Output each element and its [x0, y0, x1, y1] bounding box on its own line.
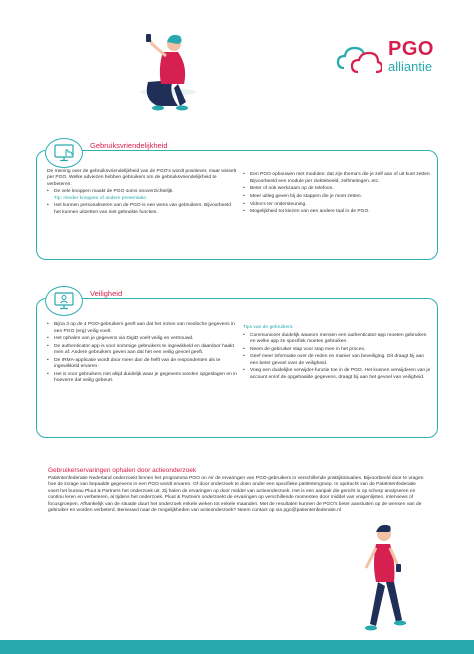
usability-intro: De mening over de gebruiksvriendelijkheid van de PGO's wordt positiever, maar wisselt per PGO. Welke adviezen hebben gebruikers om de gebruiksvriendelijkheid te verbeteren:: [47, 169, 237, 187]
usability-title: Gebruiksvriendelijkheid: [87, 141, 171, 150]
list-item: [47, 189, 237, 202]
safety-tips-list: [243, 333, 433, 381]
list-item: • Voeg een duidelijke verwijder-functie toe in de PGO. Het kunnen verwijderen van je account en/of de opgehaalde gegevens, draagt bij aan het gevoel van veiligheid.: [243, 368, 433, 381]
safety-tips-heading: Tips van de gebruikers:: [243, 325, 294, 330]
safety-left-column: [47, 321, 242, 385]
list-item: • Meer uitleg geven bij de stappen die je moet zetten.: [243, 194, 433, 200]
safety-left-list: [47, 322, 242, 384]
safety-right-column: [243, 325, 433, 381]
cloud-logo-icon: [336, 40, 382, 80]
usability-left-list: [47, 189, 237, 216]
list-item: • Neem de gebruiker stap voor stap mee in het proces.: [243, 347, 433, 353]
logo-alliantie-text: alliantie: [388, 59, 433, 74]
list-item: • Video's ter ondersteuning.: [243, 202, 433, 208]
list-item-text: Het kunnen personaliseren van de PGO is een wens van gebruikers. Bijvoorbeeld het kunnen uitzetten van niet gebruikte functies.: [54, 203, 231, 215]
list-item: • Mogelijkheid tot kiezen van een andere taal in de PGO.: [243, 209, 433, 215]
usability-right-column: [243, 171, 433, 216]
list-item: • Communiceer duidelijk waarom mensen een authenticator-app moeten gebruiken en welke app ze specifiek moeten gebruiken.: [243, 333, 433, 346]
list-item: • Een PGO opbouwen met modules: dat zijn thema's die je zelf aan of uit kunt zetten. Bijvoorbeeld een module per ziektebeeld, zelfmetingen, etc.: [243, 172, 433, 185]
usability-card: [36, 141, 438, 260]
experiences-body: Patiëntenfederatie Nederland onderzoekt binnen het programma PGO on Air de ervaringen van PGO-gebruikers in verschillende praktijksituaties. Bijvoorbeeld door te vragen hoe de inzage van bepaalde gegevens in een PGO wordt ervaren. Of door onderzoek te doen onder een specifieke patiëntengroep. In opdracht van de Patiëntenfederatie voert het bureau Pluut & Partners het onderzoek uit. Zij halen de ervaringen op door middel van actieonderzoek. Het is een aanpak die gericht is op scherp analyseren en continu leren en verbeteren, al tijdens het onderzoek. Pluut & Partners onderzoekt de ervaringen op verschillende momenten door middel van vragenlijsten, interviews of focusgroepen. Afhankelijk van de situatie duurt het onderzoek enkele weken tot enkele maanden. Met de resultaten kunnen de PGO's beter aansluiten op de wensen van de gebruiker en worden verbeterd. Benieuwd naar de mogelijkheden van actieonderzoek? Neem contact op via pgo@patientenfederatie.nl: [48, 476, 424, 514]
list-item-text: De vele knoppen maakt de PGO soms onoverzichtelijk.: [54, 189, 174, 195]
usability-right-list: [243, 172, 433, 215]
list-item: • De IRMA-applicatie wordt door meer dan de helft van de respondenten als te ingewikkeld ervaren.: [47, 358, 242, 371]
list-item: • Geef meer informatie over de reden en manier van beveiliging. Dit draagt bij aan een beter gevoel over de veiligheid.: [243, 354, 433, 367]
list-item: • Het is voor gebruikers niet altijd duidelijk waar je gegevens worden opgeslagen en in hoeverre dat veilig gebeurt.: [47, 372, 242, 385]
pgo-alliantie-logo: [336, 38, 456, 82]
experiences-title: Gebruikerservaringen ophalen door actieonderzoek: [48, 467, 197, 474]
walking-person-illustration: [354, 520, 410, 640]
safety-icon-badge: [45, 286, 83, 316]
monitor-touch-icon: [54, 144, 76, 162]
list-item: • Het ophalen van je gegevens via DigiD voelt veilig en vertrouwd.: [47, 336, 242, 342]
safety-title: Veiligheid: [87, 289, 125, 298]
safety-card: [36, 289, 438, 438]
list-item-tip: Tip: minder knoppen of andere presentatie.: [54, 195, 148, 201]
list-item: • Bijna 3 op de 4 PGO-gebruikers geeft aan dat het inzien van medische gegevens in een PGO (erg) veilig voelt.: [47, 322, 242, 335]
list-item: [47, 203, 237, 216]
list-item: • Beter of ook werkzaam op de telefoon.: [243, 186, 433, 192]
logo-pgo-text: PGO: [388, 38, 434, 60]
person-with-phone-illustration: [118, 22, 204, 122]
usability-icon-badge: [45, 138, 83, 168]
footer-bar: [0, 640, 474, 654]
list-item: • De authenticator-app is voor sommige gebruikers te ingewikkeld en daardoor haakt men af. Andere gebruikers geven aan dat het een veilig gevoel geeft.: [47, 344, 242, 357]
usability-left-column: [47, 169, 237, 216]
monitor-user-icon: [54, 292, 76, 310]
